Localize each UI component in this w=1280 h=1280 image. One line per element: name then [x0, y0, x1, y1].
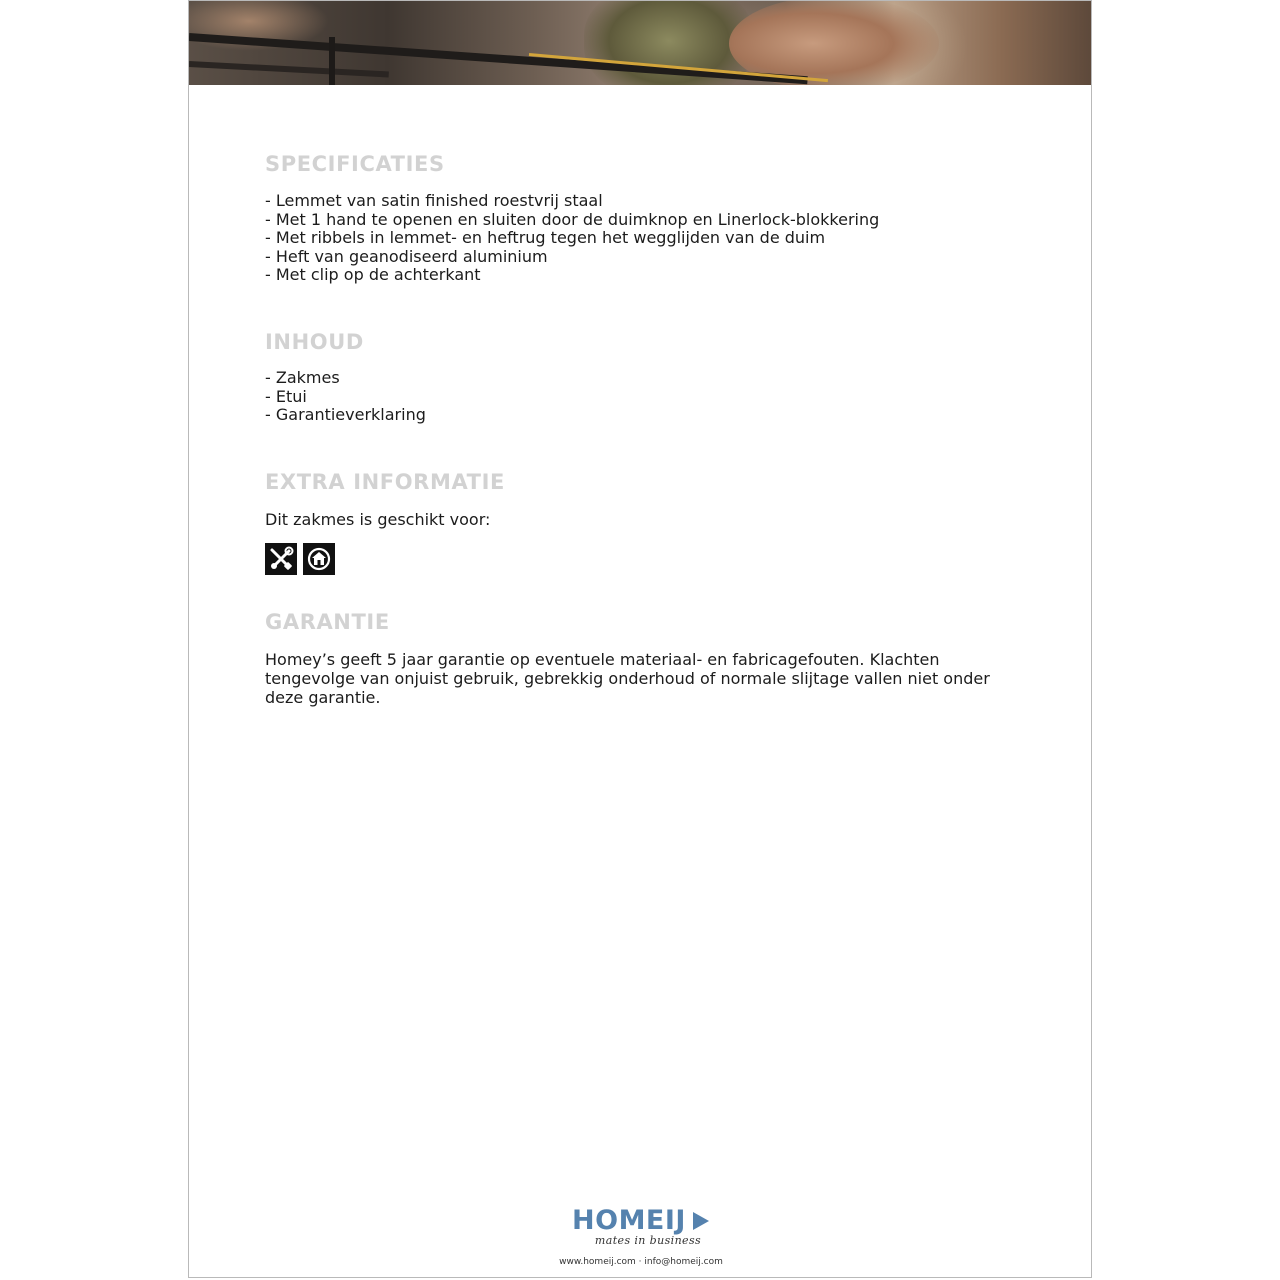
- section-heading: SPECIFICATIES: [265, 152, 445, 176]
- section-inhoud: [265, 329, 426, 425]
- logo-tagline: mates in business: [594, 1234, 702, 1247]
- section-heading: INHOUD: [265, 330, 364, 354]
- section-extra-informatie: [265, 469, 505, 575]
- list-item: - Etui: [265, 386, 307, 406]
- play-arrow-icon: [692, 1211, 710, 1231]
- suitability-icons: [265, 543, 505, 575]
- home-outdoor-icon: [303, 543, 335, 575]
- section-heading: EXTRA INFORMATIE: [265, 470, 505, 494]
- section-garantie: [265, 609, 1025, 707]
- list-item: - Met clip op de achterkant: [265, 265, 481, 284]
- list-item: - Met 1 hand te openen en sluiten door de duimknop en Linerlock-blokkering: [265, 209, 880, 229]
- suitability-text: Dit zakmes is geschikt voor:: [265, 510, 491, 529]
- contact-info: www.homeij.com · info@homeij.com: [559, 1257, 723, 1267]
- list-item: - Garantieverklaring: [265, 405, 426, 424]
- document-page: [188, 0, 1092, 1278]
- footer: [189, 1205, 1092, 1267]
- header-photo: [189, 1, 1092, 85]
- section-heading: GARANTIE: [265, 610, 390, 634]
- section-specificaties: [265, 151, 879, 285]
- homeij-logo: [572, 1205, 710, 1236]
- list-item: - Heft van geanodiseerd aluminium: [265, 246, 548, 266]
- spec-list: [265, 192, 879, 285]
- contents-list: [265, 369, 426, 425]
- list-item: - Met ribbels in lemmet- en heftrug tegen het wegglijden van de duim: [265, 228, 826, 247]
- logo-text: HOMEIJ: [572, 1205, 686, 1236]
- list-item: - Lemmet van satin finished roestvrij staal: [265, 191, 603, 210]
- list-item: - Zakmes: [265, 368, 340, 387]
- tools-icon: [265, 543, 297, 575]
- warranty-text: Homey’s geeft 5 jaar garantie op eventuele materiaal- en fabricagefouten. Klachten tengevolge van onjuist gebruik, gebrekkig onderhoud of normale slijtage vallen niet onder deze garantie.: [265, 650, 990, 707]
